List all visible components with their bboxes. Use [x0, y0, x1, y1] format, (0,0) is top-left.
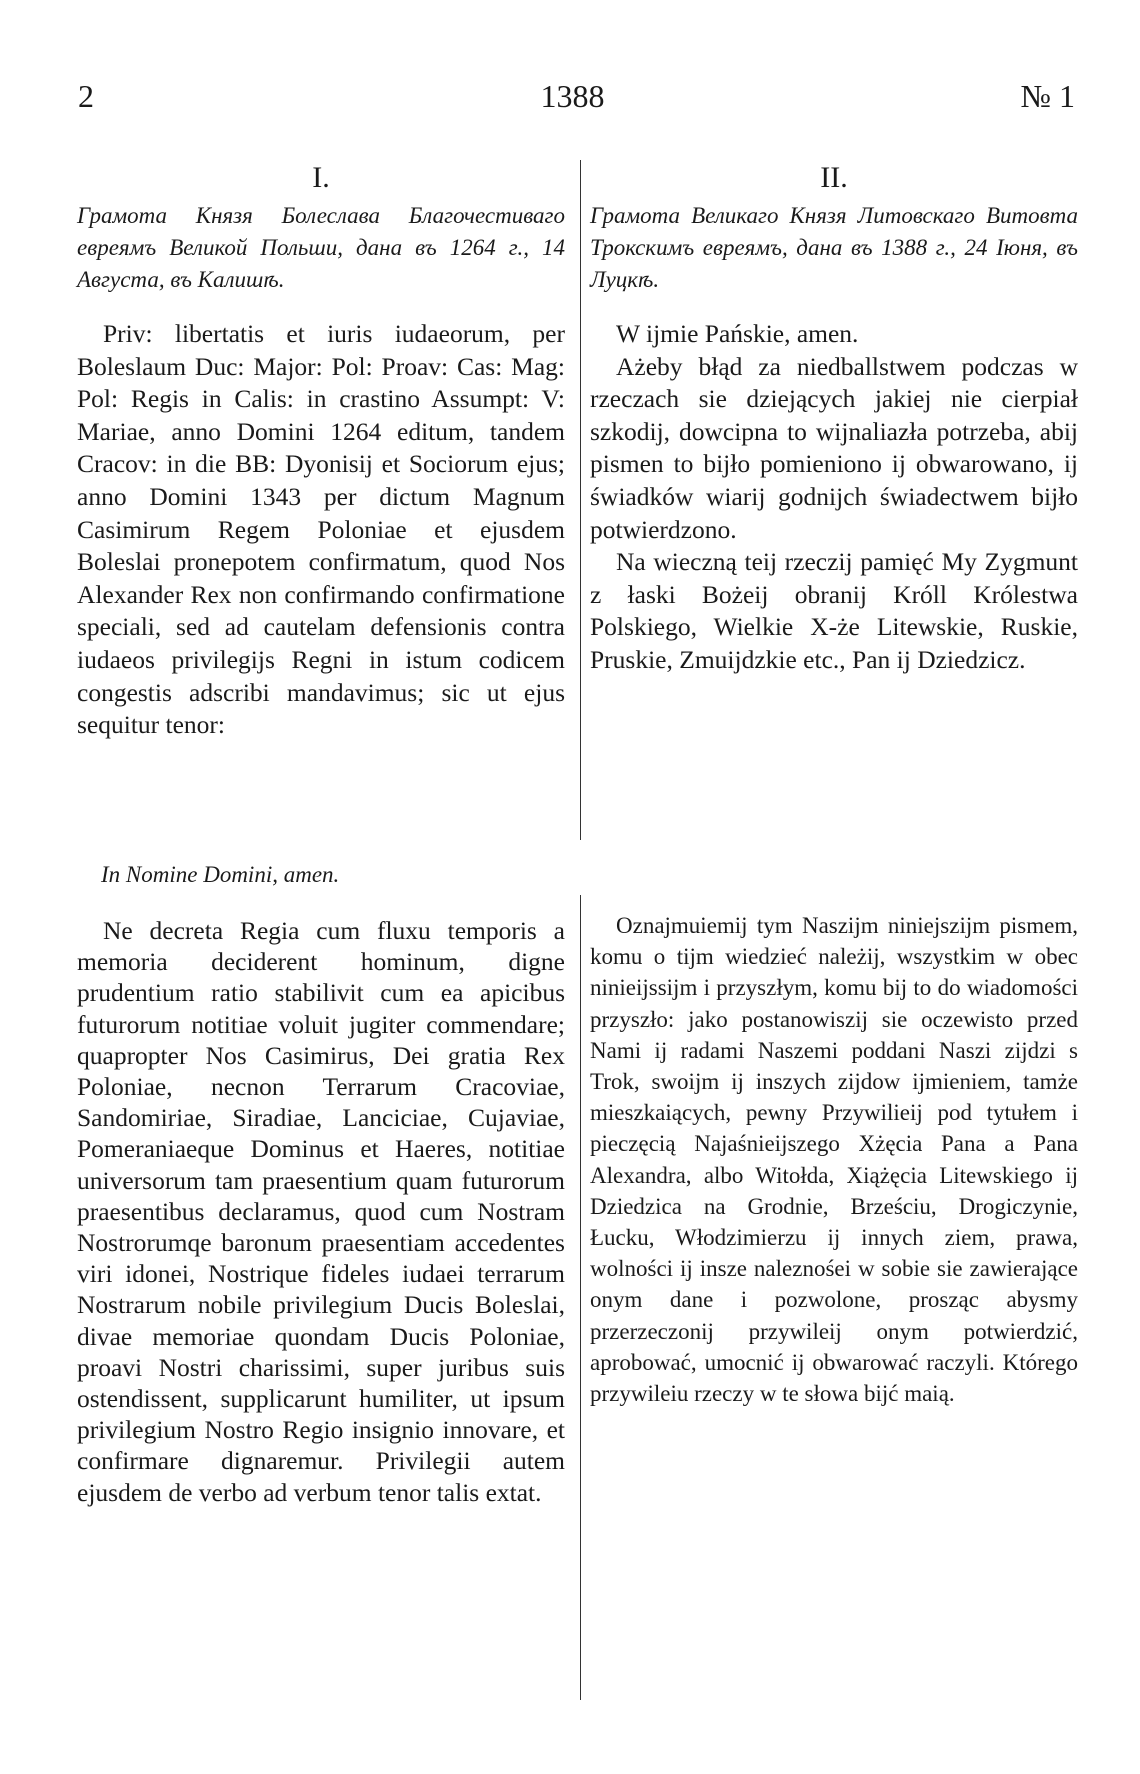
left-numeral: I.: [312, 161, 330, 194]
left-paragraph: Priv: libertatis et iuris iudaeorum, per Boleslaum Duc: Major: Pol: Proav: Cas: Mag: Pol: Regis in Calis: in crastino Assumpt: V: Mariae, anno Domini 1264 editum, tandem Cracov: in die BB: Dyonisij et Sociorum ejus; anno Domini 1343 per dictum Magnum Casimirum Regem Poloniae et ejusdem Boleslai pronepotem confirmatum, quod Nos Alexander Rex non confirmando confirmatione speciali, sed ad cautelam defensionis contra iudaeos privilegijs Regni in istum codicem congestis adscribi mandavimus; sic ut ejus sequitur tenor:: [77, 319, 565, 740]
right-paragraph-1: W ijmie Pańskie, amen.: [616, 319, 859, 348]
document-number: № 1: [1020, 78, 1075, 114]
left-body: [77, 318, 565, 742]
right-paragraph-3: Na wieczną teij rzeczij pamięć My Zygmunt z łaski Bożeij obranij Króll Królestwa Polskiego, Wielkie X-że Litewskie, Ruskie, Pruskie, Zmuijdzkie etc., Pan ij Dziedzicz.: [590, 547, 1078, 674]
left-lower-paragraph: Ne decreta Regia cum fluxu temporis a memoria deciderent hominum, digne prudentium ratio stabilivit cum ea apicibus futurorum notitiae voluit jugiter commendare; quapropter Nos Casimirus, Dei gratia Rex Poloniae, necnon Terrarum Cracoviae, Sandomiriae, Siradiae, Lanciciae, Cujaviae, Pomeraniaeque Dominus et Haeres, notitiae universorum tam praesentium quam futurorum praesentibus declaramus, quod cum Nostram Nostrorumqe baronum praesentiam accedentes viri idonei, Nostrique fideles iudaei terrarum Nostrarum nobile privilegium Ducis Boleslai, divae memoriae quondam Ducis Poloniae, proavi Nostri charissimi, super juribus suis ostendissent, supplicarunt humiliter, ut ipsum privilegium Nostro Regio insignio innovare, et confirmare dignaremur. Privilegii autem ejusdem de verbo ad verbum tenor talis extat.: [77, 916, 565, 1507]
year-heading: 1388: [540, 78, 605, 114]
right-column: [590, 160, 1078, 677]
left-lower-text: [77, 915, 565, 1508]
right-numeral: II.: [820, 161, 848, 194]
right-title: Грамота Великаго Князя Литовскаго Витовта Трокскимъ евреямъ, дана въ 1388 г., 24 Іюня, въ Луцкѣ.: [590, 203, 1078, 292]
right-lower-text: [590, 910, 1078, 1409]
page-number: 2: [78, 78, 94, 114]
right-lower-paragraph: Oznajmuiemij tym Naszijm niniejszijm pismem, komu o tijm wiedzieć należij, wszystkim w obec ninieijssijm i przyszłym, komu bij to do wiadomości przyszło: jako postanowiszij sie oczewisto przed Nami ij radami Naszemi poddani Naszi zijdzi s Trok, swoijm ij inszych zijdow ijmieniem, tamże mieszkaiących, pewny Przywilieij pod tytułem i pieczęcią Najaśnieijszego Xżęcia Pana a Pana Alexandra, albo Witołda, Xiążęcia Litewskiego ij Dziedzica na Grodnie, Brześciu, Drogiczynie, Łucku, Włodzimierzu ij innych ziem, prawa, wolności ij insze naleznośei w sobie sie zawierające onym dane i pozwolone, prosząc abysmy przerzeczonij przywileij onym potwierdzić, aprobować, umocnić ij obwarować raczyli. Którego przywileiu rzeczy w te słowa bijć maią.: [590, 913, 1078, 1407]
right-paragraph-2: Ażeby błąd za niedballstwem podczas w rzeczach sie dziejących jakiej nie cierpiał szkodij, dowcipna to wijnaliazła potrzeba, abij pismen to bijło pomieniono ij obwarowano, ij świadków wiarij godnijch świadectwem bijło potwierdzono.: [590, 351, 1078, 544]
left-column: [77, 160, 565, 742]
column-divider-top: [580, 160, 581, 840]
page-header: [70, 78, 1075, 128]
right-body: [590, 318, 1078, 677]
column-divider-bottom: [580, 895, 581, 1700]
invocation: In Nomine Domini, amen.: [101, 862, 340, 887]
left-title: Грамота Князя Болеслава Благочестиваго евреямъ Великой Польши, дана въ 1264 г., 14 Августа, въ Калишѣ.: [77, 203, 565, 292]
